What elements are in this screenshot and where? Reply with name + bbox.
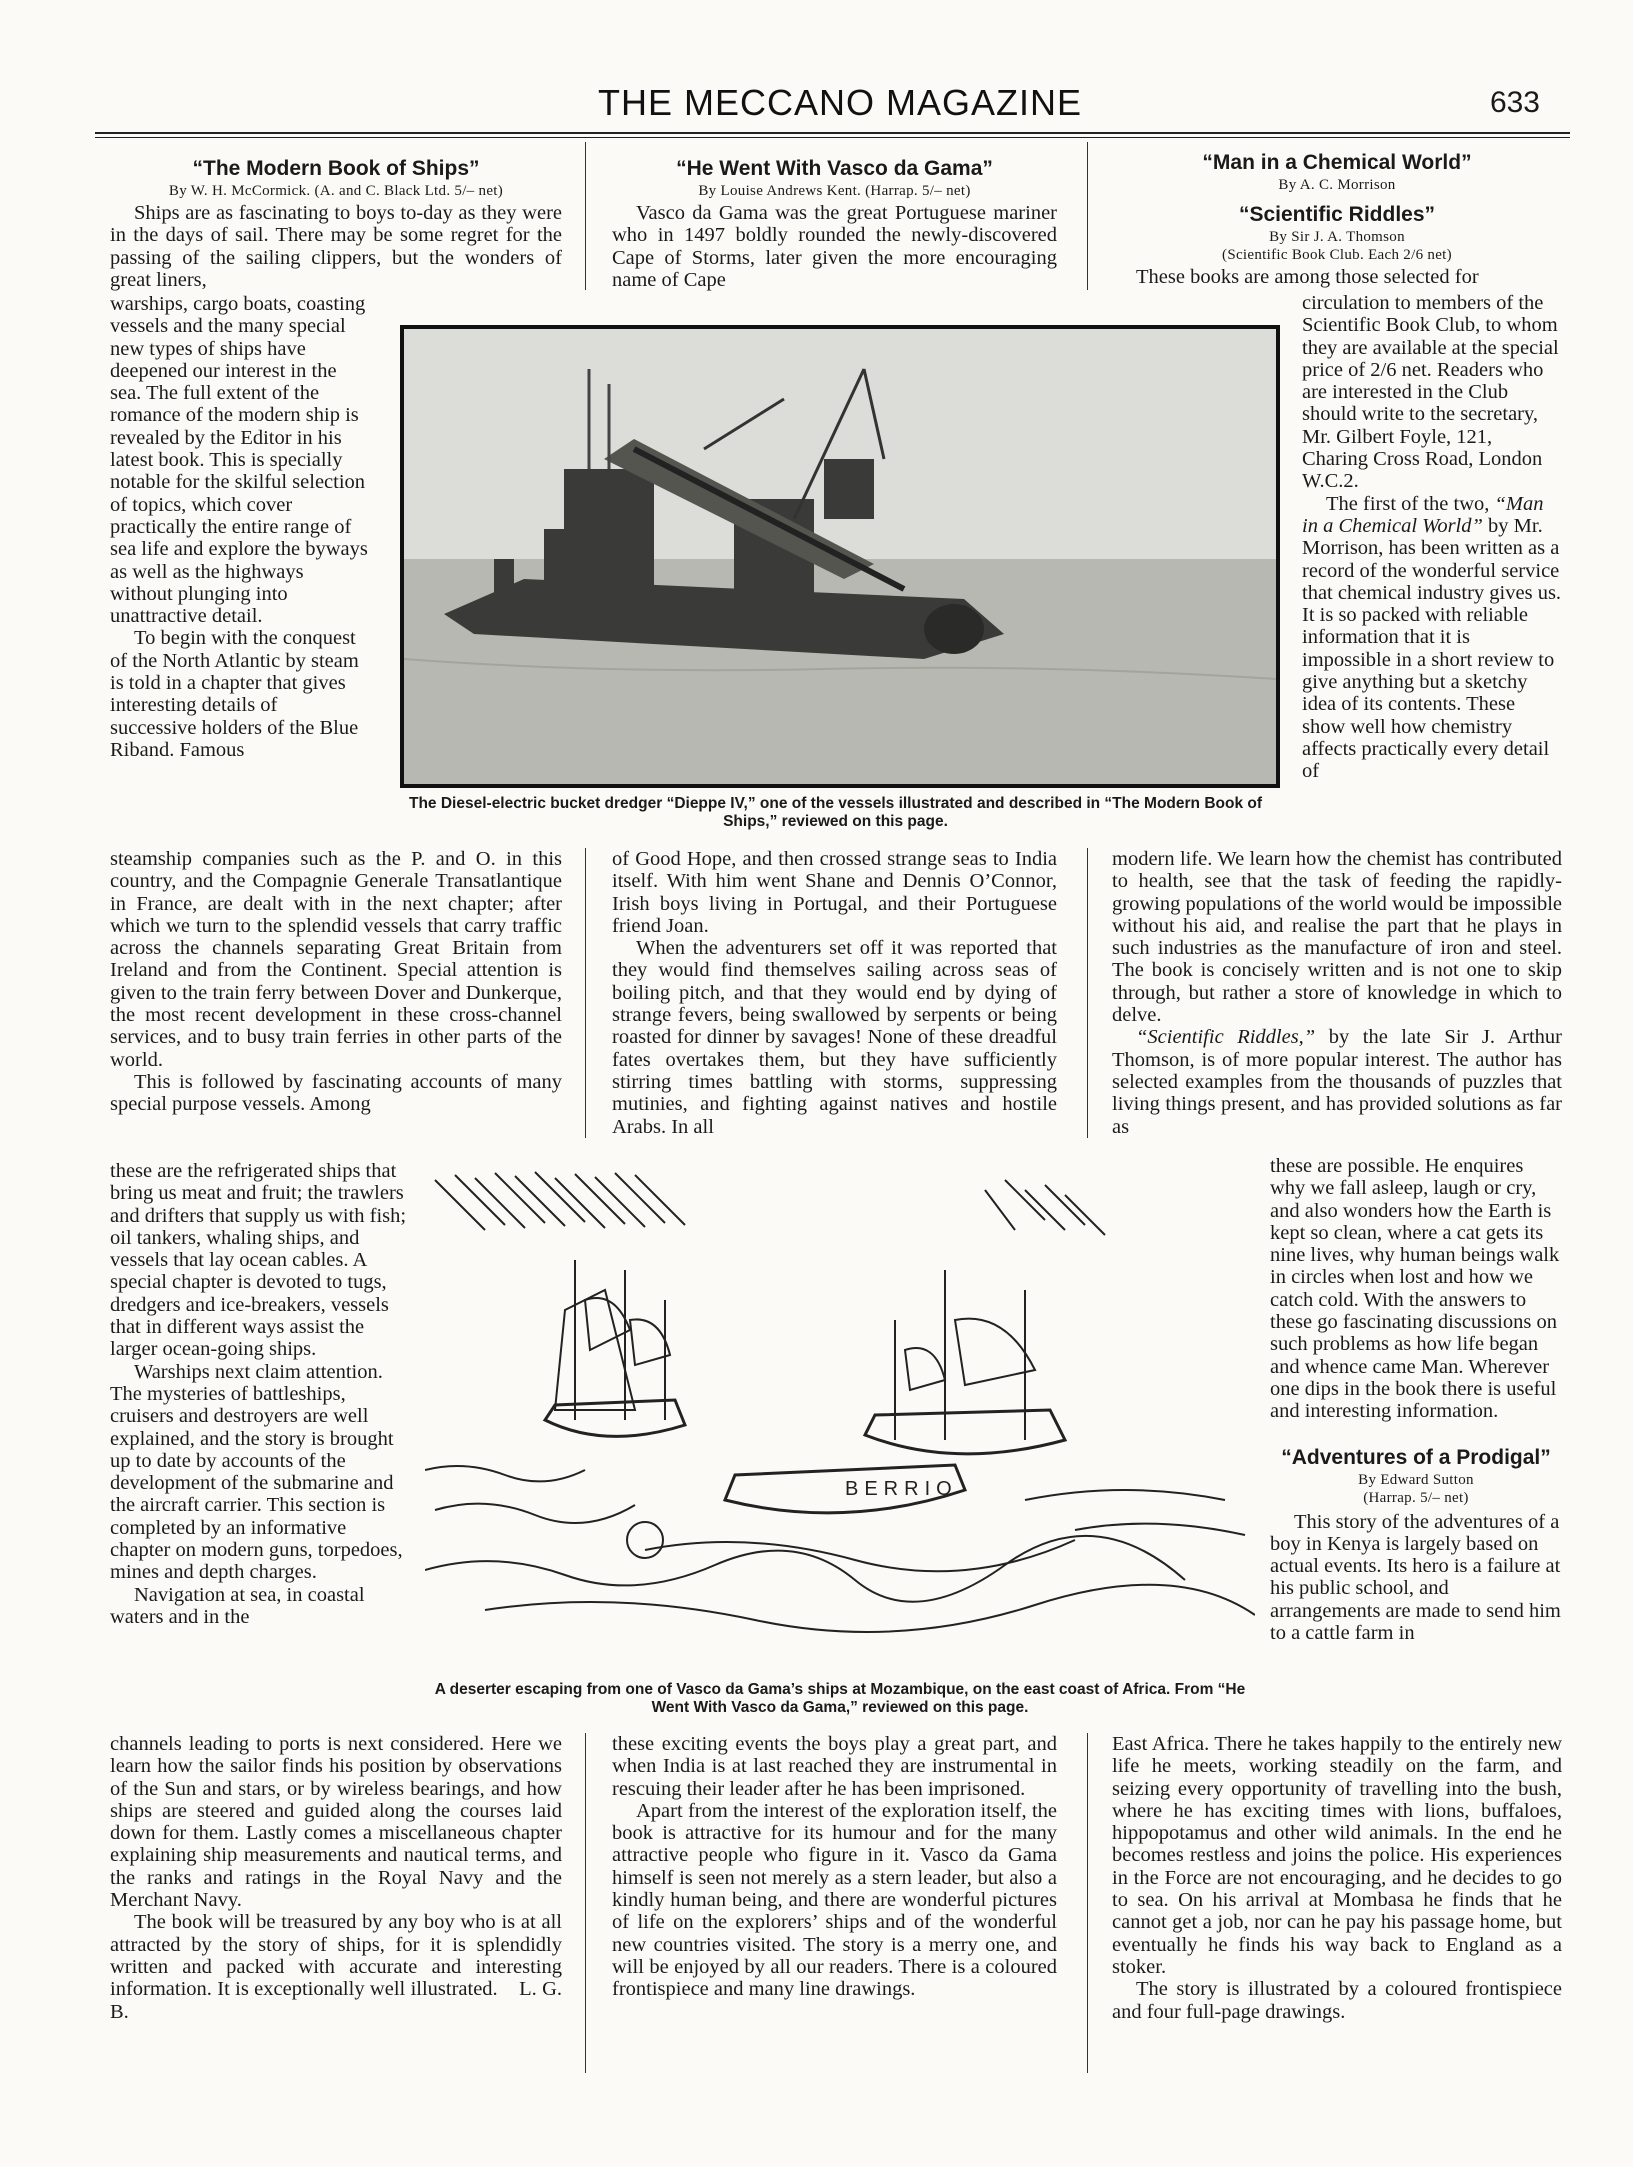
review-vasco-da-gama-head — [612, 156, 1057, 291]
magazine-masthead: THE MECCANO MAGAZINE — [597, 82, 1083, 123]
paragraph — [1302, 493, 1562, 783]
riddles-text-narrow — [1270, 1155, 1562, 1644]
vasco-da-gama-drawing — [425, 1170, 1255, 1665]
paragraph — [1112, 1026, 1562, 1137]
paragraph: Warships next claim attention. The mysteries of battleships, cruisers and destroyers are well explained, and the story is brought up to date by accounts of the development of the submarine and the aircraft carrier. This section is completed by an informative chapter on modern guns, torpedoes, mines and depth charges. — [110, 1360, 403, 1584]
paragraph: channels leading to ports is next considered. Here we learn how the sailor finds his position by observations of the Sun and stars, or by wireless bearings, and how ships are steered and guided along the courses laid down for them. Lastly comes a miscellaneous chapter explaining ship measurements and nautical terms, and the ranks and ratings in the Royal Navy and the Merchant Navy. — [110, 1733, 562, 1912]
paragraph-lead: The first of the two, — [1326, 492, 1490, 515]
prodigal-text-full — [1112, 1733, 1562, 2023]
review-publisher: (Harrap. 5/– net) — [1363, 1489, 1469, 1506]
column-divider-1c — [585, 1733, 586, 2073]
paragraph: circulation to members of the Scientific Book Club, to whom they are available at the special price of 2/6 net. Readers who are interested in the Club should write to the secretary, Mr. Gilbert Foyle, 121, Charing Cross Road, London W.C.2. — [1302, 292, 1559, 493]
review-modern-book-of-ships-head — [110, 156, 562, 291]
review-title: “Scientific Riddles” — [1238, 203, 1436, 226]
paragraph: This is followed by fascinating accounts of many special purpose vessels. Among — [110, 1070, 562, 1116]
paragraph: steamship companies such as the P. and O. in this country, and the Compagnie Generale Transatlantique in France, are dealt with in the next chapter; after which we turn to the splendid vessels that carry traffic across the channels separating Great Britain from Ireland and from the Continent. Special attention is given to the train ferry between Dover and Dunkerque, the most recent development in these cross-channel services, and to busy train ferries in other parts of the world. — [110, 848, 562, 1071]
review-title: “Adventures of a Prodigal” — [1281, 1445, 1551, 1469]
paragraph: When the adventurers set off it was reported that they would find themselves sailing across seas of boiling pitch, and that they would end by dying of strange fevers, being swallowed by serpents or being roasted for dinner by savages! None of these dreadful fates overtakes them, but they have sufficiently stirring times battling with storms, suppressing mutinies, and fighting against natives and hostile Arabs. In all — [612, 937, 1057, 1138]
dredger-photograph — [400, 325, 1280, 788]
ships-text-narrow-2 — [110, 1160, 410, 1628]
ships-text-narrow-1 — [110, 293, 368, 761]
vasco-text-bottom — [612, 1733, 1057, 2001]
header-rule — [95, 132, 1570, 134]
review-byline: By Sir J. A. Thomson — [1269, 229, 1405, 245]
paragraph-rest: by the late Sir J. Arthur Thomson, is of more popular interest. The author has selected examples from the thousands of puzzles that living things present, and has provided solutions as far as — [1112, 1026, 1562, 1138]
paragraph: To begin with the conquest of the North Atlantic by steam is told in a chapter that gives interesting details of successive holders of the Blue Riband. Famous — [110, 627, 359, 761]
review-title: “The Modern Book of Ships” — [192, 157, 480, 180]
paragraph: Apart from the interest of the exploration itself, the book is attractive for its humour and for the many attractive people who figure in it. Vasco da Gama himself is seen not merely as a stern leader, but also a kindly human being, and there are wonderful pictures of life on the explorers’ ships and of the wonderful new countries visited. The story is a merry one, and will be enjoyed by all our readers. There is a coloured frontispiece and many line drawings. — [612, 1799, 1057, 2001]
paragraph: these are possible. He enquires why we fall asleep, laugh or cry, and also wonders how the Earth is kept so clean, where a cat gets its nine lives, why human beings walk in circles when lost and how we catch cold. With the answers to these go fascinating discussions on such problems as how life began and whence came Man. Wherever one dips in the book there is useful and interesting information. — [1270, 1155, 1560, 1423]
paragraph: modern life. We learn how the chemist has contributed to health, see that the task of feeding the rapidly-growing populations of the world would be impossible without his aid, and realise the part that he plays in such industries as the manufacture of iron and steel. The book is concisely written and is not one to skip through, but rather a store of knowledge in which to delve. — [1112, 848, 1562, 1027]
column-divider-2b — [1087, 848, 1088, 1138]
paragraph-rest: by Mr. Morrison, has been written as a record of the wonderful service that chemical industry gives us. It is so packed with reliable information that it is impossible in a short review to give anything but a sketchy idea of its contents. These show well how chemistry affects practically every detail of — [1302, 514, 1562, 783]
review-chemical-world-head — [1112, 150, 1562, 288]
paragraph: Ships are as fascinating to boys to-day as they were in the days of sail. There may be some regret for the passing of the sailing clippers, but the wonders of great liners, — [110, 202, 562, 291]
chemical-text-full — [1112, 848, 1562, 1138]
book-title-italic: “Scientific Riddles,” — [1136, 1026, 1316, 1049]
review-publisher: (Scientific Book Club. Each 2/6 net) — [1222, 247, 1452, 263]
page-number: 633 — [1489, 86, 1540, 119]
column-divider-2 — [1087, 142, 1088, 290]
chemical-text-narrow — [1302, 292, 1562, 783]
paragraph: These books are among those selected for — [1136, 266, 1479, 288]
paragraph: these exciting events the boys play a great part, and when India is at last reached they are instrumental in rescuing their leader after he has been imprisoned. — [612, 1733, 1057, 1800]
ships-text-full-2 — [110, 1733, 562, 2023]
paragraph: Navigation at sea, in coastal waters and in the — [110, 1583, 365, 1628]
paragraph: This story of the adventures of a boy in Kenya is largely based on actual events. Its hero is a failure at his public school, and arrangements are made to send him to a cattle farm in — [1270, 1510, 1561, 1645]
column-divider-2c — [1087, 1733, 1088, 2073]
ships-text-full-1 — [110, 848, 562, 1116]
column-divider-1b — [585, 848, 586, 1138]
review-title: “He Went With Vasco da Gama” — [676, 157, 993, 180]
header-rule-thin — [95, 137, 1570, 138]
paragraph: warships, cargo boats, coasting vessels and the many special new types of ships have deepened our interest in the sea. The full extent of the romance of the modern ship is revealed by the Editor in his latest book. This is specially notable for the skilful selection of topics, which cover practically the entire range of sea life and explore the byways as well as the highways without plunging into unattractive detail. — [110, 293, 368, 628]
paragraph: Vasco da Gama was the great Portuguese mariner who in 1497 boldly rounded the newly-discovered Cape of Storms, later given the more encouraging name of Cape — [612, 202, 1057, 291]
ships-and-rowboat-illustration — [425, 1170, 1255, 1665]
paragraph: these are the refrigerated ships that bring us meat and fruit; the trawlers and drifters that supply us with fish; oil tankers, whaling ships, and vessels that lay ocean cables. A special chapter is devoted to tugs, dredgers and ice-breakers, vessels that in different ways assist the larger ocean-going ships. — [110, 1160, 407, 1361]
page-header — [115, 82, 1565, 132]
paragraph: of Good Hope, and then crossed strange seas to India itself. With him went Shane and Dennis O’Connor, Irish boys living in Portugal, and their Portuguese friend Joan. — [612, 848, 1057, 937]
paragraph: The story is illustrated by a coloured frontispiece and four full-page drawings. — [1112, 1978, 1562, 2023]
review-byline: By W. H. McCormick. (A. and C. Black Ltd. 5/– net) — [168, 183, 504, 199]
review-byline: By A. C. Morrison — [1278, 177, 1396, 193]
photo-caption: The Diesel-electric bucket dredger “Dieppe IV,” one of the vessels illustrated and described in “The Modern Book of Ships,” reviewed on this page. — [409, 795, 1262, 830]
boat-name-text: BERRIO — [845, 1478, 958, 1500]
drawing-caption: A deserter escaping from one of Vasco da Gama’s ships at Mozambique, on the east coast of Africa. From “He Went With Vasco da Gama,” reviewed on this page. — [434, 1681, 1246, 1716]
dredger-ship-image — [404, 329, 1276, 784]
vasco-text-mid — [612, 848, 1057, 1138]
paragraph: East Africa. There he takes happily to the entirely new life he meets, working steadily on the farm, and seizing every opportunity of travelling into the bush, where he has exciting times with lions, buffaloes, hippopotamus and other wild animals. In the end he becomes restless and joins the police. His experiences in the Force are not encouraging, and he decides to go to sea. On his arrival at Mombasa he finds that he cannot get a job, nor can he pay his passage home, but eventually he finds his way back to England as a stoker. — [1112, 1733, 1562, 1978]
review-byline: By Louise Andrews Kent. (Harrap. 5/– net) — [698, 183, 971, 199]
paragraph: The book will be treasured by any boy who is at all attracted by the story of ships, for it is splendidly written and packed with accurate and interesting information. It is exceptionally well illustrated. L. G. B. — [110, 1911, 562, 2023]
book-title-italic: “Man in a Chemical World” — [1302, 492, 1544, 537]
review-byline: By Edward Sutton — [1358, 1471, 1474, 1488]
column-divider-1 — [585, 142, 586, 290]
review-title: “Man in a Chemical World” — [1202, 151, 1472, 174]
